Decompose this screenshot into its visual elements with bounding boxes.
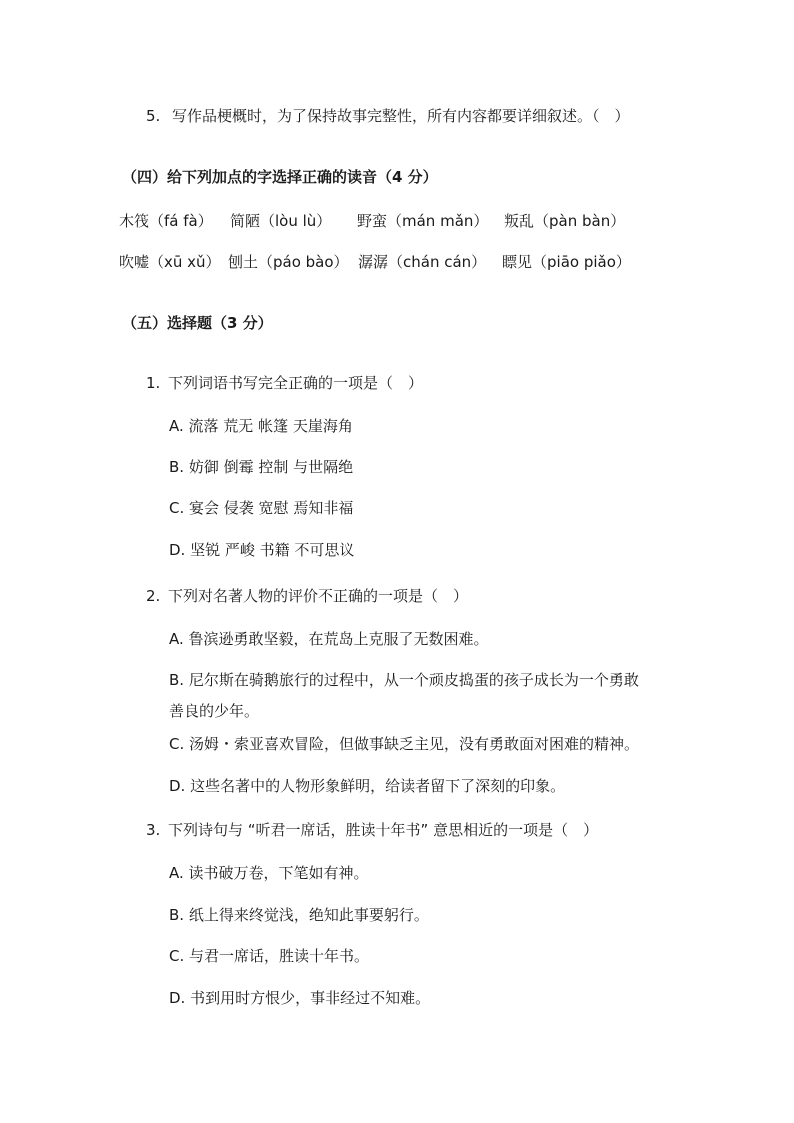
q2-option-c: C. 汤姆・索亚喜欢冒险，但做事缺乏主见，没有勇敢面对困难的精神。 [169,735,640,753]
statement-number: 5. [146,107,161,125]
pinyin-item: 潺潺（chán cán） [358,253,487,271]
question-text: 下列词语书写完全正确的一项是（ ） [168,374,424,392]
q1-option-d: D. 坚锐 严峻 书籍 不可思议 [169,541,355,559]
statement-text: 写作品梗概时，为了保持故事完整性，所有内容都要详细叙述。（ ） [172,107,630,125]
pinyin-item: 简陋（lòu lù） [230,212,332,230]
pinyin-item: 叛乱（pàn bàn） [504,212,626,230]
q2-option-a: A. 鲁滨逊勇敢坚毅，在荒岛上克服了无数困难。 [169,630,489,648]
section-4-heading: （四）给下列加点的字选择正确的读音（4 分） [122,168,438,186]
pinyin-item: 刨土（páo bào） [228,253,349,271]
pinyin-item: 野蛮（mán mǎn） [357,212,489,230]
q1-option-c: C. 宴会 侵袭 宽慰 焉知非福 [169,499,354,517]
q1-option-b: B. 妨御 倒霉 控制 与世隔绝 [169,458,354,476]
section-5-heading: （五）选择题（3 分） [122,314,273,332]
q2-option-b-line2: 善良的少年。 [169,702,260,720]
q3-option-a: A. 读书破万卷，下笔如有神。 [169,864,369,882]
question-text: 下列诗句与 “听君一席话，胜读十年书” 意思相近的一项是（ ） [168,821,599,839]
question-number: 3. [146,821,161,839]
pinyin-item: 瞟见（piāo piǎo） [502,253,631,271]
question-number: 1. [146,374,161,392]
question-2-stem [146,586,468,606]
question-3-stem [146,820,598,840]
q2-option-d: D. 这些名著中的人物形象鲜明，给读者留下了深刻的印象。 [169,777,566,795]
statement-5 [146,106,630,126]
q3-option-b: B. 纸上得来终觉浅，绝知此事要躬行。 [169,906,429,924]
pinyin-item: 吹嘘（xū xǔ） [119,253,221,271]
q1-option-a: A. 流落 荒无 帐篷 天崖海角 [169,417,353,435]
pinyin-item: 木筏（fá fà） [119,212,213,230]
q3-option-d: D. 书到用时方恨少，事非经过不知难。 [169,989,431,1007]
question-number: 2. [146,587,161,605]
q3-option-c: C. 与君一席话，胜读十年书。 [169,947,370,965]
question-text: 下列对名著人物的评价不正确的一项是（ ） [168,587,469,605]
question-1-stem [146,373,423,393]
q2-option-b-line1: B. 尼尔斯在骑鹅旅行的过程中，从一个顽皮捣蛋的孩子成长为一个勇敢 [169,671,639,689]
